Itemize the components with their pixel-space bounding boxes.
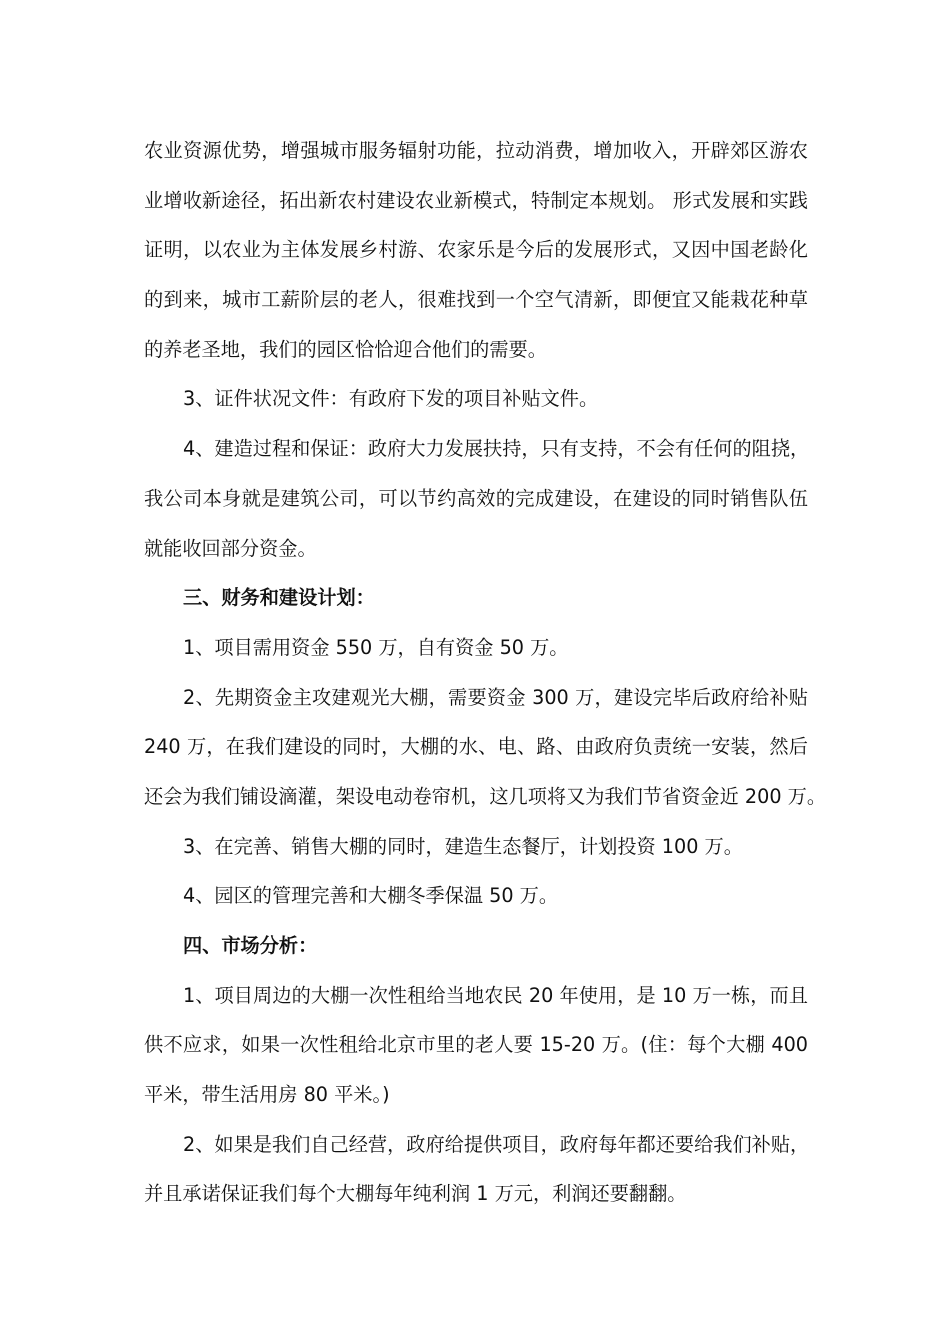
paragraph-line: 3、证件状况文件：有政府下发的项目补贴文件。 bbox=[183, 387, 599, 411]
section-heading: 三、财务和建设计划： bbox=[183, 586, 375, 610]
paragraph-line: 的养老圣地，我们的园区恰恰迎合他们的需要。 bbox=[144, 337, 547, 361]
paragraph-line: 2、先期资金主攻建观光大棚，需要资金 300 万，建设完毕后政府给补贴 bbox=[183, 685, 808, 709]
paragraph-line: 3、在完善、销售大棚的同时，建造生态餐厅，计划投资 100 万。 bbox=[183, 834, 743, 858]
paragraph-line: 供不应求，如果一次性租给北京市里的老人要 15-20 万。(住：每个大棚 400 bbox=[144, 1033, 808, 1057]
paragraph-line: 2、如果是我们自己经营，政府给提供项目，政府每年都还要给我们补贴， bbox=[183, 1132, 810, 1156]
paragraph-line: 并且承诺保证我们每个大棚每年纯利润 1 万元，利润还要翻翻。 bbox=[144, 1182, 687, 1206]
paragraph-line: 1、项目需用资金 550 万，自有资金 50 万。 bbox=[183, 635, 569, 659]
paragraph-line: 农业资源优势，增强城市服务辐射功能，拉动消费，增加收入，开辟郊区游农 bbox=[144, 139, 808, 162]
paragraph-line: 证明，以农业为主体发展乡村游、农家乐是今后的发展形式，又因中国老龄化 bbox=[144, 238, 808, 262]
document-body bbox=[144, 126, 827, 1219]
paragraph-line: 4、建造过程和保证：政府大力发展扶持，只有支持，不会有任何的阻挠， bbox=[183, 437, 810, 461]
paragraph-line: 我公司本身就是建筑公司，可以节约高效的完成建设，在建设的同时销售队伍 bbox=[144, 486, 808, 510]
paragraph-line: 平米，带生活用房 80 平米。) bbox=[144, 1083, 390, 1107]
paragraph-line: 就能收回部分资金。 bbox=[144, 536, 317, 560]
paragraph-line: 还会为我们铺设滴灌，架设电动卷帘机，这几项将又为我们节省资金近 200 万。 bbox=[144, 784, 827, 808]
paragraph-line: 1、项目周边的大棚一次性租给当地农民 20 年使用，是 10 万一栋，而且 bbox=[183, 983, 808, 1007]
paragraph-line: 4、园区的管理完善和大棚冬季保温 50 万。 bbox=[183, 884, 559, 908]
section-heading: 四、市场分析： bbox=[183, 934, 318, 957]
paragraph-line: 的到来，城市工薪阶层的老人，很难找到一个空气清新，即便宜又能栽花种草 bbox=[144, 288, 808, 312]
paragraph-line: 业增收新途径，拓出新农村建设农业新模式，特制定本规划。 形式发展和实践 bbox=[144, 188, 808, 212]
paragraph-line: 240 万，在我们建设的同时，大棚的水、电、路、由政府负责统一安装，然后 bbox=[144, 735, 808, 759]
